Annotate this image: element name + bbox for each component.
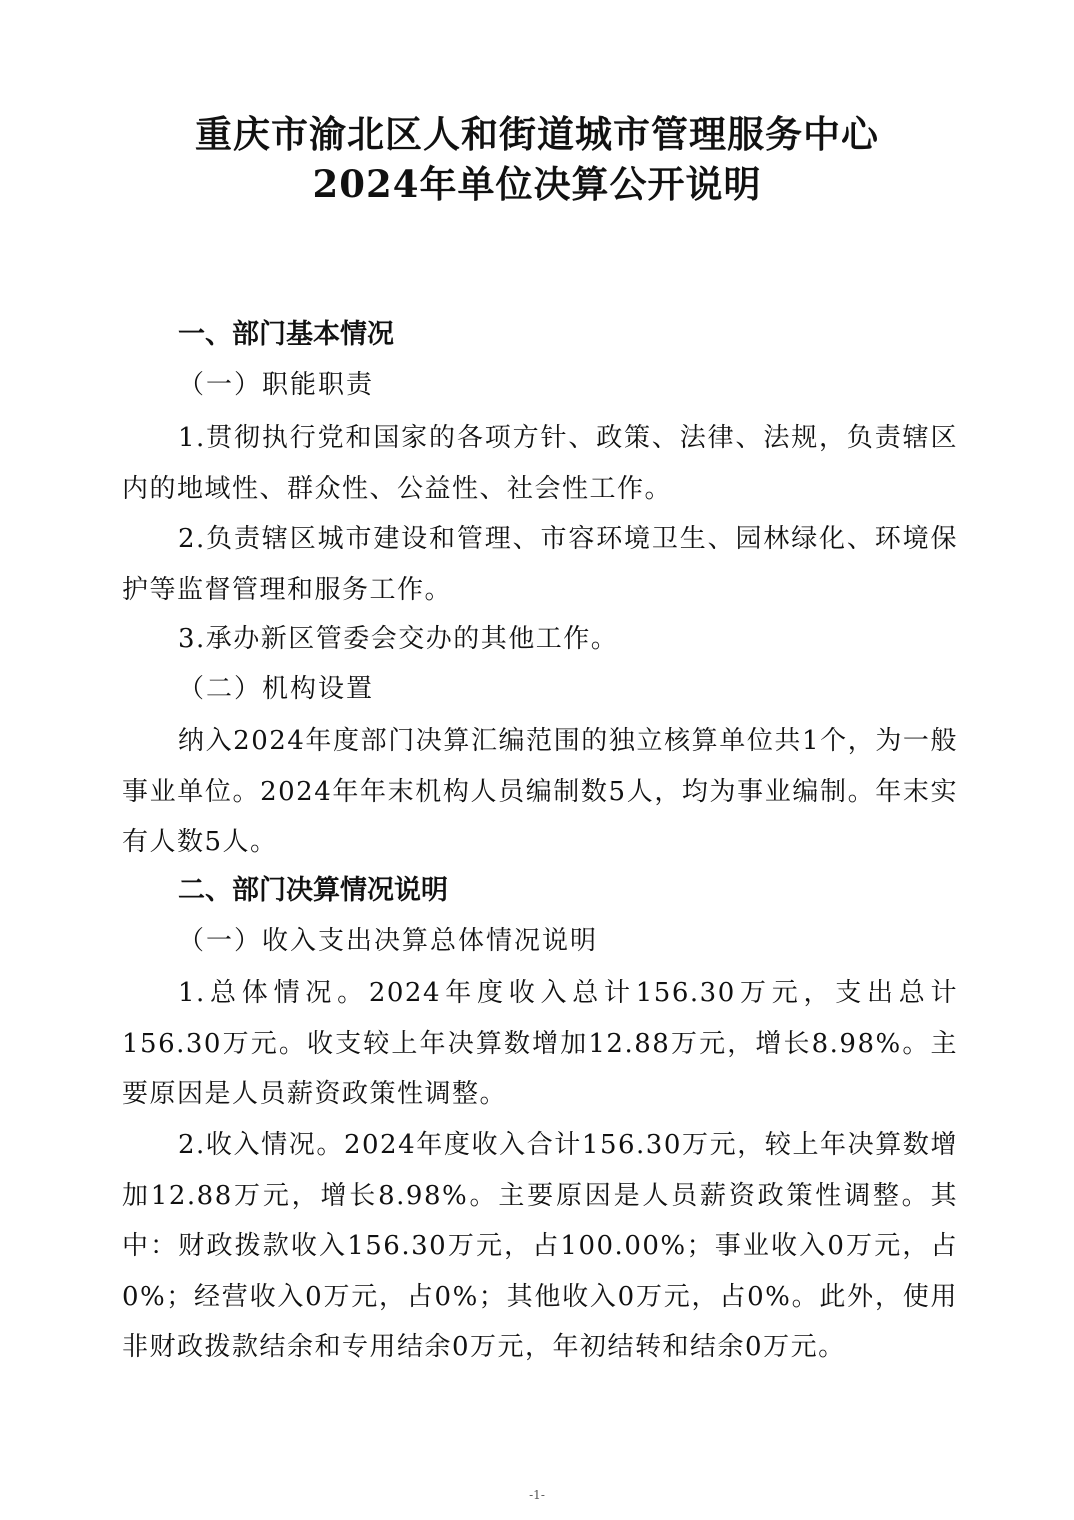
document-title-line2: 2024年单位决算公开说明 (312, 162, 762, 206)
duty-item-1: 1.贯彻执行党和国家的各项方针、政策、法律、法规，负责辖区内的地域性、群众性、公益性、社会性工作。 (122, 423, 958, 504)
page-number: -1- (529, 1488, 545, 1502)
section1-sub2-heading: （二）机构设置 (178, 674, 375, 704)
duty-item-2: 2.负责辖区城市建设和管理、市容环境卫生、园林绿化、环境保护等监督管理和服务工作。 (122, 524, 958, 605)
duty-item-3: 3.承办新区管委会交办的其他工作。 (178, 624, 619, 654)
overall-situation-paragraph: 1.总体情况。2024年度收入总计156.30万元，支出总计156.30万元。收支较上年决算数增加12.88万元，增长8.98%。主要原因是人员薪资政策性调整。 (122, 978, 958, 1109)
organization-paragraph: 纳入2024年度部门决算汇编范围的独立核算单位共1个，为一般事业单位。2024年年末机构人员编制数5人，均为事业编制。年末实有人数5人。 (122, 726, 958, 857)
section1-heading: 一、部门基本情况 (178, 319, 394, 350)
section1-sub1-heading: （一）职能职责 (178, 370, 375, 400)
income-situation-paragraph: 2.收入情况。2024年度收入合计156.30万元，较上年决算数增加12.88万元，增长8.98%。主要原因是人员薪资政策性调整。其中：财政拨款收入156.30万元，占100.00%；事业收入0万元，占0%；经营收入0万元，占0%；其他收入0万元，占0%。此外，使用非财政拨款结余和专用结余0万元，年初结转和结余0万元。 (122, 1130, 958, 1362)
section2-heading: 二、部门决算情况说明 (178, 875, 448, 906)
document-title-line1: 重庆市渝北区人和街道城市管理服务中心 (195, 112, 879, 156)
section2-sub1-heading: （一）收入支出决算总体情况说明 (178, 926, 599, 956)
